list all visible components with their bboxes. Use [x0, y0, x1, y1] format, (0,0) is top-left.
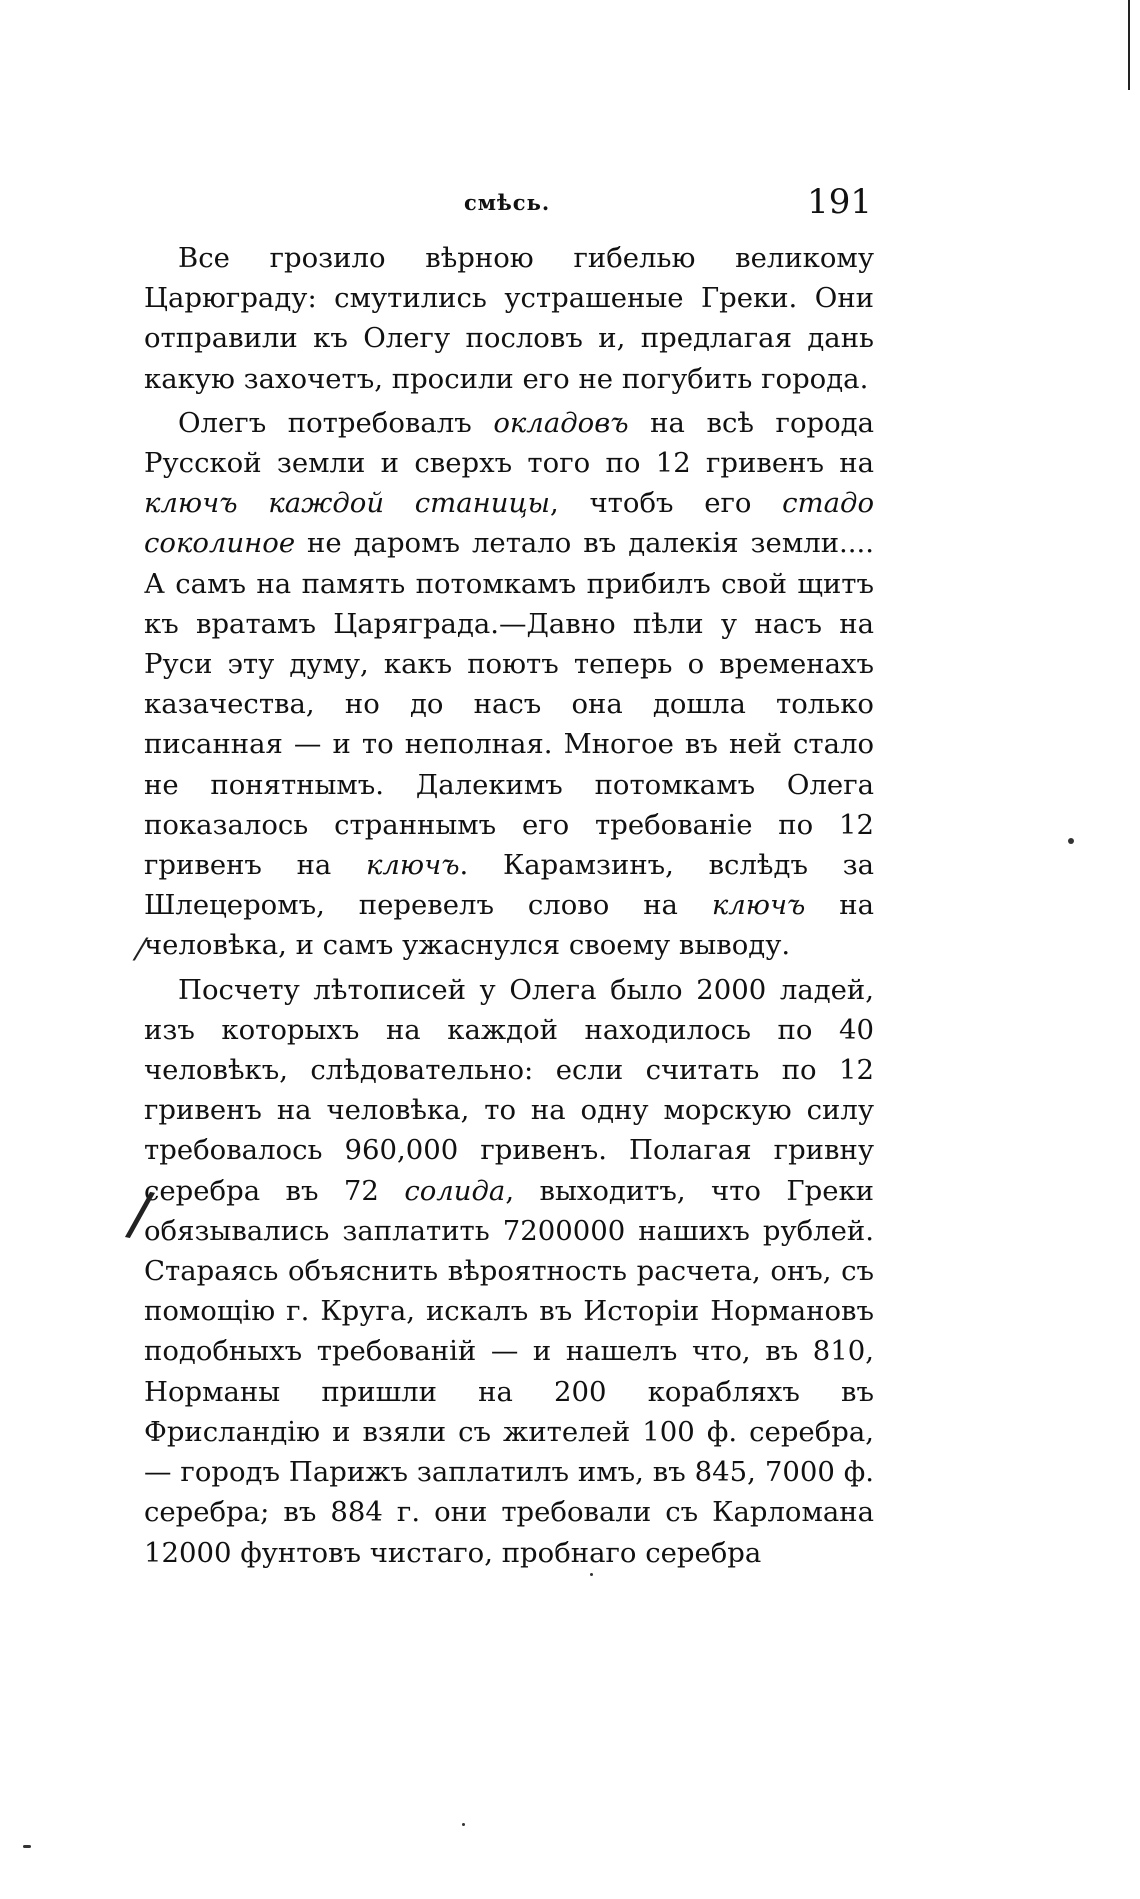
page-edge-line — [1128, 0, 1130, 90]
text-run: Все грозило вѣрною гибелью великому Царюграду: смутились устрашеные Греки. Они отправили къ Олегу пословъ и, предлагая дань какую захочетъ, просили его не погубить города. — [144, 242, 874, 395]
text-run: Олегъ потребовалъ — [178, 406, 494, 439]
body-text — [144, 238, 874, 1573]
paragraph — [144, 403, 874, 966]
ink-speck — [23, 1845, 31, 1848]
ink-speck — [462, 1823, 465, 1826]
paragraph — [144, 970, 874, 1573]
page-header — [144, 182, 872, 226]
italic-text-run: окладовъ — [493, 406, 629, 439]
text-run: , выходитъ, что Греки обязывались заплатить 7200000 нашихъ рублей. Стараясь объяснить вѣроятность расчета, онъ, съ помощію г. Круга, искалъ въ Исторіи Нормановъ подобныхъ требованій — и нашелъ что, въ 810, Норманы пришли на 200 корабляхъ въ Фрисландію и взяли съ жителей 100 ф. серебра, — городъ Парижъ заплатилъ имъ, въ 845, 7000 ф. серебра; въ 884 г. они требовали съ Карломана 12000 фунтовъ чистаго, пробнаго серебра — [144, 1174, 874, 1569]
margin-pencil-mark: ⁄ — [138, 933, 144, 968]
text-run: на человѣка, и самъ ужаснулся своему выводу. — [144, 889, 874, 962]
italic-text-run: ключъ каждой станицы — [144, 487, 551, 520]
text-run: Посчету лѣтописей у Олега было 2000 ладей, изъ которыхъ на каждой находилось по 40 человѣкъ, слѣдовательно: если считать по 12 гривенъ на человѣка, то на одну морскую силу требовалось 960,000 гривенъ. Полагая гривну серебра въ 72 — [144, 973, 874, 1207]
text-run: . Карамзинъ, вслѣдъ за Шлецеромъ, перевелъ слово на — [144, 849, 874, 922]
italic-text-run: солида — [404, 1174, 506, 1207]
paragraph — [144, 238, 874, 399]
ink-speck — [1068, 838, 1074, 844]
page-number: 191 — [807, 182, 872, 222]
text-run: , чтобъ его — [550, 487, 783, 520]
text-run: на всѣ города Русской земли и сверхъ того по 12 гривенъ на — [144, 406, 874, 480]
italic-text-run: ключъ — [365, 849, 460, 882]
ink-speck — [590, 1573, 593, 1576]
italic-text-run: ключъ — [711, 889, 806, 922]
running-head: смѣсь. — [464, 190, 551, 215]
margin-pencil-mark: / — [122, 1177, 158, 1251]
italic-text-run: стадо соколиное — [144, 487, 874, 560]
text-run: не даромъ летало въ далекія земли.... А самъ на память потомкамъ прибилъ свой щитъ къ вратамъ Царяграда.—Давно пѣли у насъ на Руси эту думу, какъ поютъ теперь о временахъ казачества, но до насъ она дошла только писанная — и то неполная. Многое въ ней стало не понятнымъ. Далекимъ потомкамъ Олега показалось страннымъ его требованіе по 12 гривенъ на — [144, 527, 874, 882]
